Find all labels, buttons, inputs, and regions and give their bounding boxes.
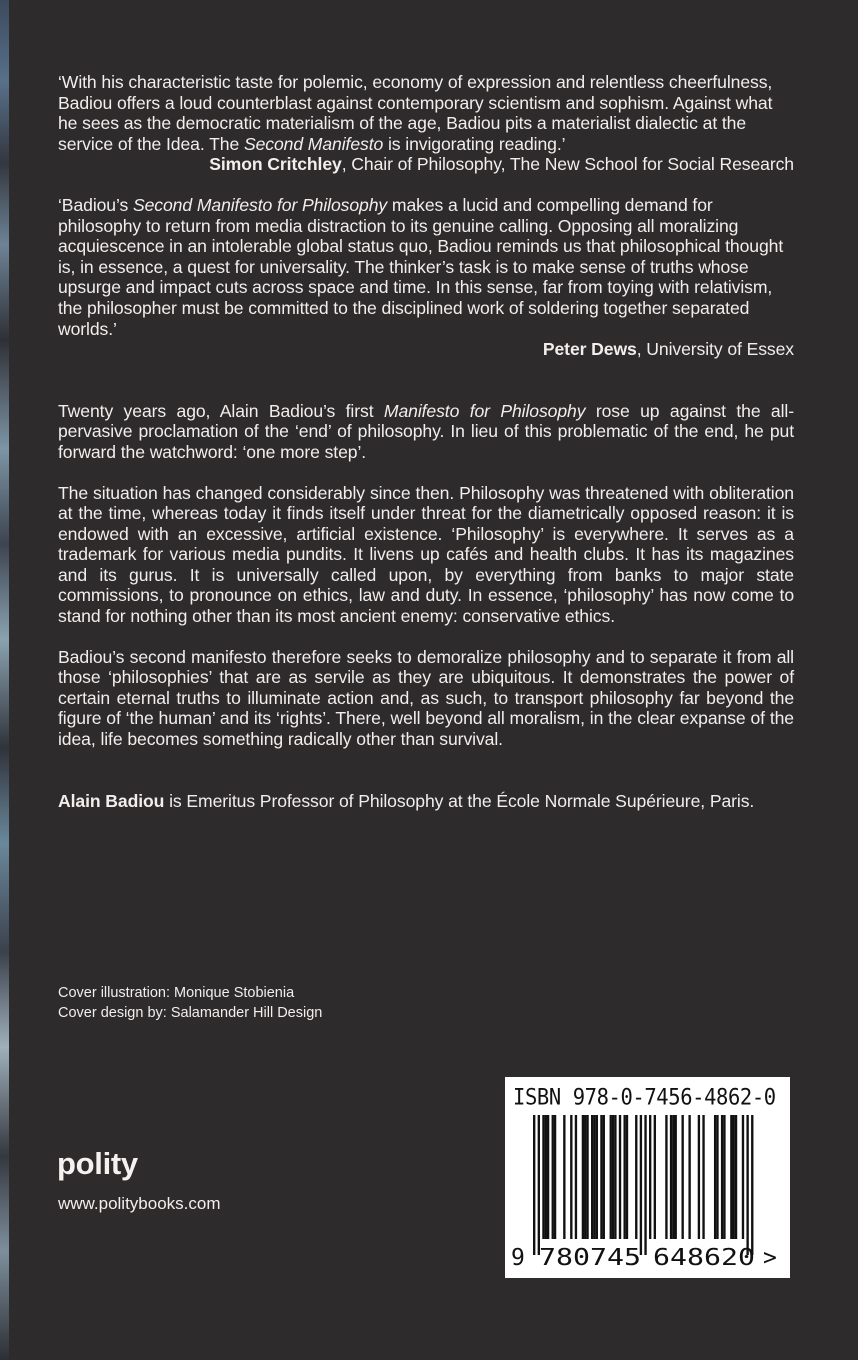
barcode-bar [681, 1115, 683, 1239]
barcode-graphic [505, 1077, 790, 1278]
barcode-guard-bar [640, 1115, 642, 1255]
barcode-bar [670, 1115, 672, 1239]
quote-1-affiliation: , Chair of Philosophy, The New School for Social Research [341, 154, 794, 175]
barcode-bar [698, 1115, 700, 1239]
text-run: Badiou’s second manifesto therefore seeks to demoralize philosophy and to separate it from all those ‘philosophies’ that are as servile as they are ubiquitous. It demonstrates the power of certain eternal truths to illuminate action and, as such, to transport philosophy far beyond the figure of ‘the human’ and its ‘rights’. There, well beyond all moralism, in the clear expanse of the idea, life becomes something radically other than survival. [58, 646, 794, 750]
cover-design-credit: Cover design by: Salamander Hill Design [58, 1005, 323, 1021]
barcode-bar [714, 1115, 716, 1239]
barcode-bar [723, 1115, 725, 1239]
publisher-url: www.politybooks.com [58, 1194, 221, 1213]
isbn-barcode [505, 1077, 790, 1278]
author-bio-name: Alain Badiou [58, 790, 165, 811]
barcode-bar [552, 1115, 554, 1239]
barcode-bar [603, 1115, 605, 1239]
barcode-bar [742, 1115, 744, 1239]
barcode-guard-bar [538, 1115, 540, 1255]
text-run: rose up against the all-pervasive proclamation of the ‘end’ of philosophy. In lieu of this problematic of the end, he put forward the watchword: ‘one more step’. [58, 400, 794, 462]
text-run: ‘Badiou’s [58, 194, 133, 215]
barcode-bar [582, 1115, 584, 1239]
barcode-bar [586, 1115, 588, 1239]
barcode-bar [584, 1115, 586, 1239]
body-paragraph-2 [58, 483, 794, 627]
barcode-bar [649, 1115, 651, 1239]
barcode-bar [733, 1115, 735, 1239]
barcode-bar [672, 1115, 674, 1239]
text-run: is invigorating reading.’ [383, 133, 566, 154]
barcode-left-digits: 780745 [539, 1245, 641, 1271]
barcode-bar [593, 1115, 595, 1239]
barcode-bar [542, 1115, 544, 1239]
spine-edge-strip [0, 0, 9, 1360]
barcode-bar [545, 1115, 547, 1239]
barcode-bar [575, 1115, 577, 1239]
barcode-bar [591, 1115, 593, 1239]
quote-1-author: Simon Critchley [209, 154, 342, 175]
barcode-guard-bar [746, 1115, 748, 1255]
barcode-guard-bar [533, 1115, 535, 1255]
text-run: makes a lucid and compelling demand for philosophy to return from media distraction to its genuine calling. Opposing all moralizing acquiescence in an intolerable global status quo, Badiou reminds us that philosophical thought is, in essence, a quest for universality. The thinker’s task is to make sense of truths whose upsurge and impact cuts across space and time. In this sense, far from toying with relativism, the philosopher must be committed to the disciplined work of soldering together separated worlds.’ [58, 194, 784, 339]
barcode-leading-digit: 9 [511, 1245, 525, 1271]
quote-1-text [58, 72, 794, 154]
quote-2-text [58, 195, 794, 339]
barcode-bar [721, 1115, 723, 1239]
barcode-bar [688, 1115, 690, 1239]
barcode-quiet-zone-marker: > [763, 1245, 777, 1271]
barcode-bar [702, 1115, 704, 1239]
text-run: Twenty years ago, Alain Badiou’s first [58, 400, 384, 421]
body-paragraph-1 [58, 401, 794, 463]
cover-credits [58, 983, 322, 1023]
barcode-right-digits: 648620 [653, 1245, 755, 1271]
text-run: ‘With his characteristic taste for polemic, economy of expression and relentless cheerfulness, Badiou offers a loud counterblast against contemporary scientism and sophism. Against what he sees as the democratic materialism of the age, Badiou pits a materialist dialectic at the service of the Idea. The [58, 72, 773, 154]
barcode-guard-bar [644, 1115, 646, 1255]
barcode-bar [614, 1115, 616, 1239]
barcode-bar [735, 1115, 737, 1239]
quote-2 [58, 195, 794, 360]
barcode-bar [716, 1115, 718, 1239]
barcode-bar [635, 1115, 637, 1239]
quote-2-author: Peter Dews [542, 339, 637, 360]
author-bio-text: is Emeritus Professor of Philosophy at the École Normale Supérieure, Paris. [164, 790, 755, 811]
quote-1 [58, 72, 794, 175]
italic-title: Second Manifesto for Philosophy [132, 194, 388, 215]
barcode-bar [563, 1115, 565, 1239]
barcode-bar [623, 1115, 625, 1239]
quote-1-attribution [58, 154, 794, 175]
quote-2-attribution [58, 339, 794, 360]
barcode-bar [596, 1115, 598, 1239]
author-bio [58, 791, 794, 812]
barcode-guard-bar [751, 1115, 753, 1255]
barcode-bar [619, 1115, 621, 1239]
barcode-bar [665, 1115, 667, 1239]
barcode-bar [654, 1115, 656, 1239]
isbn-label: ISBN 978-0-7456-4862-0 [513, 1084, 776, 1110]
back-cover-text [58, 72, 794, 811]
text-run: The situation has changed considerably since then. Philosophy was threatened with obliteration at the time, whereas today it finds itself under threat for the diametrically opposed reason: it is endowed with an excessive, artificial existence. ‘Philosophy’ is everywhere. It serves as a trademark for various media pundits. It livens up cafés and health clubs. It has its magazines and its gurus. It is universally called upon, by everything from banks to major state commissions, to pronounce on ethics, law and duty. In essence, ‘philosophy’ has now come to stand for nothing other than its most ancient enemy: conservative ethics. [58, 482, 794, 627]
italic-title: Manifesto for Philosophy [383, 400, 586, 421]
barcode-bar [600, 1115, 602, 1239]
publisher-logo: polity [57, 1146, 138, 1181]
barcode-bar [612, 1115, 614, 1239]
italic-title: Second Manifesto [243, 133, 384, 154]
barcode-bar [626, 1115, 628, 1239]
cover-illustration-credit: Cover illustration: Monique Stobienia [58, 985, 295, 1001]
body-paragraph-3 [58, 647, 794, 750]
quote-2-affiliation: , University of Essex [636, 339, 794, 360]
barcode-bar [547, 1115, 549, 1239]
barcode-bar [610, 1115, 612, 1239]
barcode-bar [554, 1115, 556, 1239]
barcode-bar [570, 1115, 572, 1239]
barcode-bar [730, 1115, 732, 1239]
barcode-bar [675, 1115, 677, 1239]
